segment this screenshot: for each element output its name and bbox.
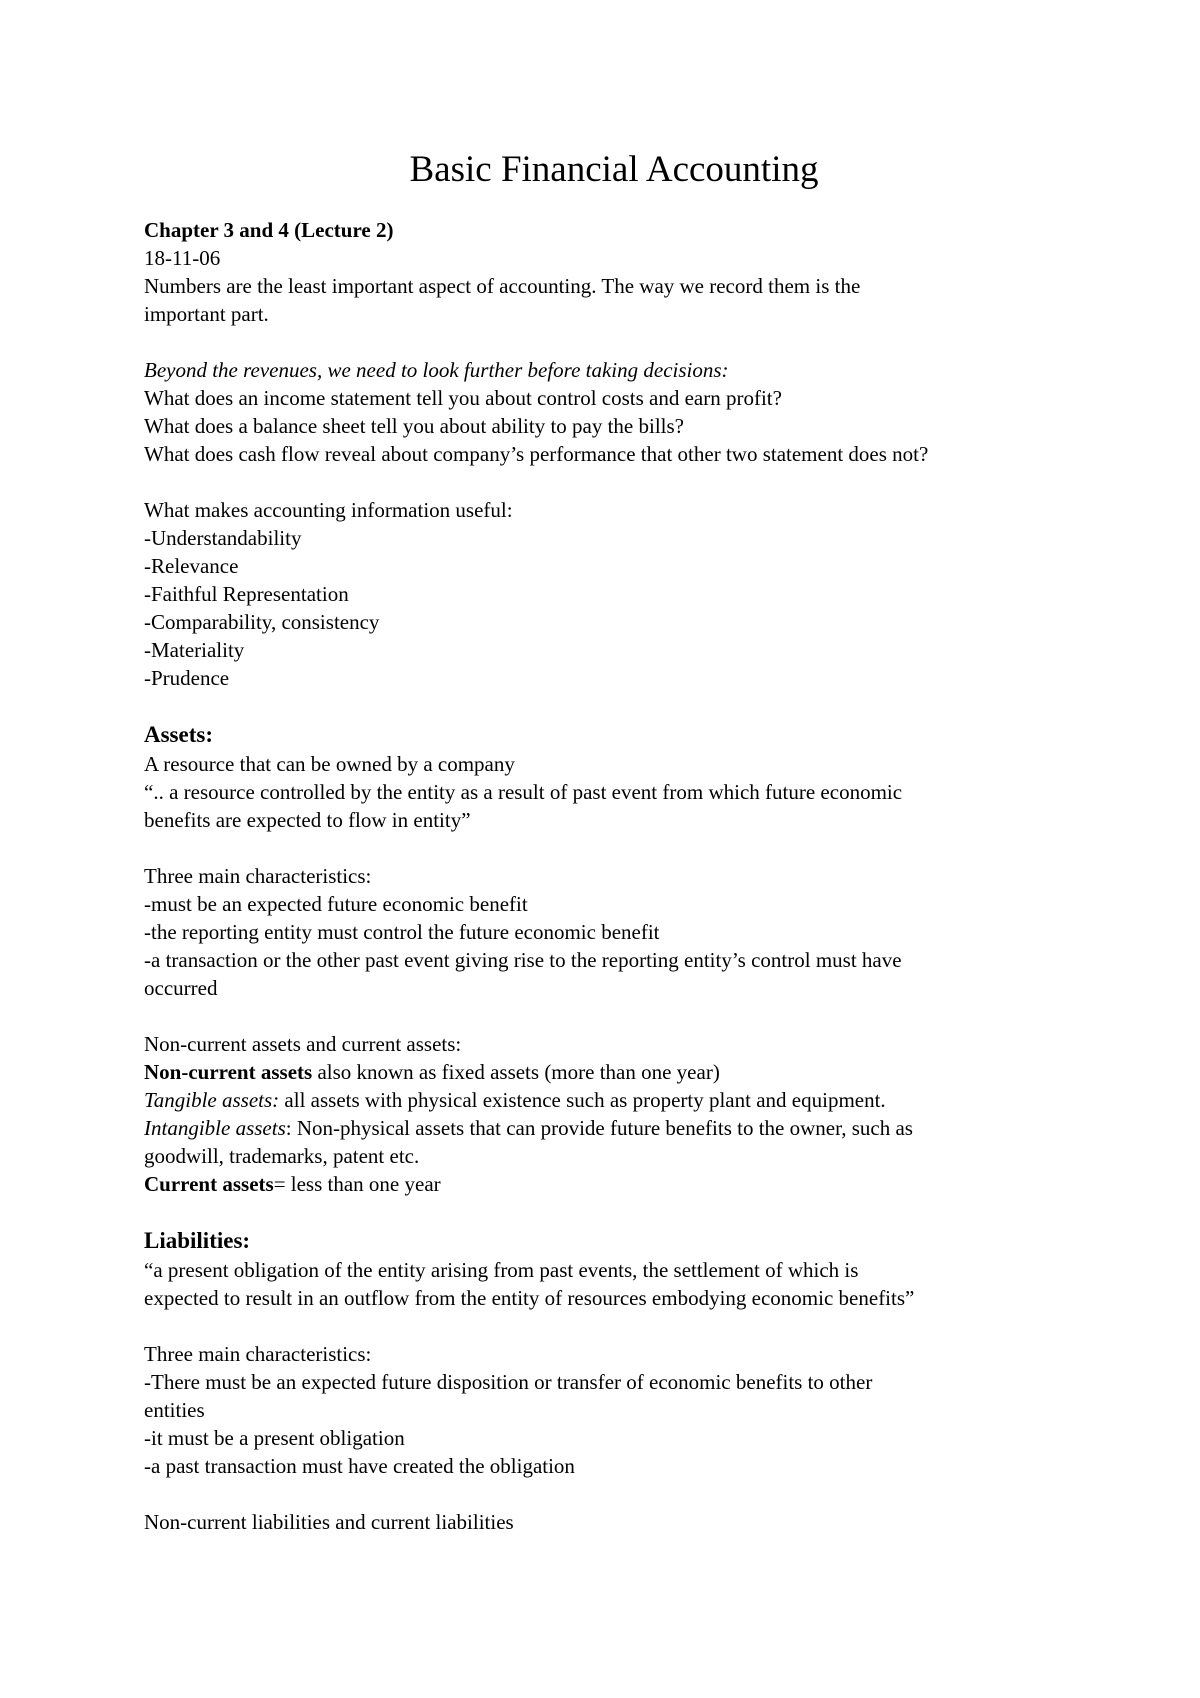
list-item: -Prudence: [144, 666, 230, 690]
spacer: [144, 834, 1064, 862]
question-income-statement: What does an income statement tell you about control costs and earn profit?: [144, 386, 782, 410]
question-cash-flow: What does cash flow reveal about company’s performance that other two statement does not?: [144, 442, 929, 466]
intangible-assets-text: : Non-physical assets that can provide future benefits to the owner, such as: [285, 1116, 913, 1140]
list-item: -Comparability, consistency: [144, 610, 380, 634]
spacer: [144, 1002, 1064, 1030]
list-item: -Materiality: [144, 638, 245, 662]
liabilities-characteristic-2: -it must be a present obligation: [144, 1426, 405, 1450]
assets-characteristics-lead: Three main characteristics:: [144, 864, 372, 888]
liabilities-characteristic-1-line-2: entities: [144, 1398, 205, 1422]
assets-characteristic-2: -the reporting entity must control the future economic benefit: [144, 920, 660, 944]
assets-quote-line-2: benefits are expected to flow in entity”: [144, 808, 471, 832]
lecture-date: 18-11-06: [144, 246, 221, 270]
non-current-assets-text: also known as fixed assets (more than one year): [312, 1060, 720, 1084]
intangible-assets-line-2: goodwill, trademarks, patent etc.: [144, 1144, 420, 1168]
assets-characteristic-3-line-2: occurred: [144, 976, 218, 1000]
liabilities-characteristic-1-line-1: -There must be an expected future disposition or transfer of economic benefits to other: [144, 1370, 873, 1394]
intangible-assets-line-1: [144, 1114, 1064, 1142]
assets-characteristic-1: -must be an expected future economic benefit: [144, 892, 528, 916]
spacer: [144, 1480, 1064, 1508]
beyond-lead: Beyond the revenues, we need to look further before taking decisions:: [144, 358, 729, 382]
useful-lead: What makes accounting information useful:: [144, 498, 513, 522]
liabilities-characteristics-lead: Three main characteristics:: [144, 1342, 372, 1366]
liabilities-types-lead: Non-current liabilities and current liabilities: [144, 1510, 514, 1534]
assets-types-lead: Non-current assets and current assets:: [144, 1032, 462, 1056]
assets-heading: Assets:: [144, 722, 213, 747]
spacer: [144, 468, 1064, 496]
spacer: [144, 1312, 1064, 1340]
tangible-assets-text: all assets with physical existence such as property plant and equipment.: [279, 1088, 886, 1112]
non-current-assets-term: Non-current assets: [144, 1060, 313, 1084]
current-assets-text: = less than one year: [273, 1172, 441, 1196]
tangible-assets-term: Tangible assets:: [144, 1088, 280, 1112]
liabilities-heading: Liabilities:: [144, 1228, 251, 1253]
list-item: -Understandability: [144, 526, 302, 550]
list-item: -Relevance: [144, 554, 239, 578]
spacer: [144, 328, 1064, 356]
tangible-assets-line: [144, 1086, 1064, 1114]
intangible-assets-term: Intangible assets: [144, 1116, 286, 1140]
spacer: [144, 692, 1064, 720]
page-title: Basic Financial Accounting: [409, 149, 819, 190]
current-assets-line: [144, 1170, 1064, 1198]
question-balance-sheet: What does a balance sheet tell you about ability to pay the bills?: [144, 414, 685, 438]
assets-characteristic-3-line-1: -a transaction or the other past event giving rise to the reporting entity’s control must have: [144, 948, 902, 972]
liabilities-quote-line-1: “a present obligation of the entity arising from past events, the settlement of which is: [144, 1258, 859, 1282]
current-assets-term: Current assets: [144, 1172, 274, 1196]
intro-text-line-1: Numbers are the least important aspect of accounting. The way we record them is the: [144, 274, 861, 298]
assets-quote-line-1: “.. a resource controlled by the entity as a result of past event from which future economic: [144, 780, 903, 804]
non-current-assets-line: [144, 1058, 1064, 1086]
intro-text-line-2: important part.: [144, 302, 269, 326]
document-content: [144, 148, 1064, 1536]
list-item: -Faithful Representation: [144, 582, 349, 606]
liabilities-quote-line-2: expected to result in an outflow from the entity of resources embodying economic benefits”: [144, 1286, 915, 1310]
liabilities-characteristic-3: -a past transaction must have created the obligation: [144, 1454, 575, 1478]
spacer: [144, 1198, 1064, 1226]
chapter-heading: Chapter 3 and 4 (Lecture 2): [144, 218, 394, 242]
assets-definition: A resource that can be owned by a company: [144, 752, 515, 776]
